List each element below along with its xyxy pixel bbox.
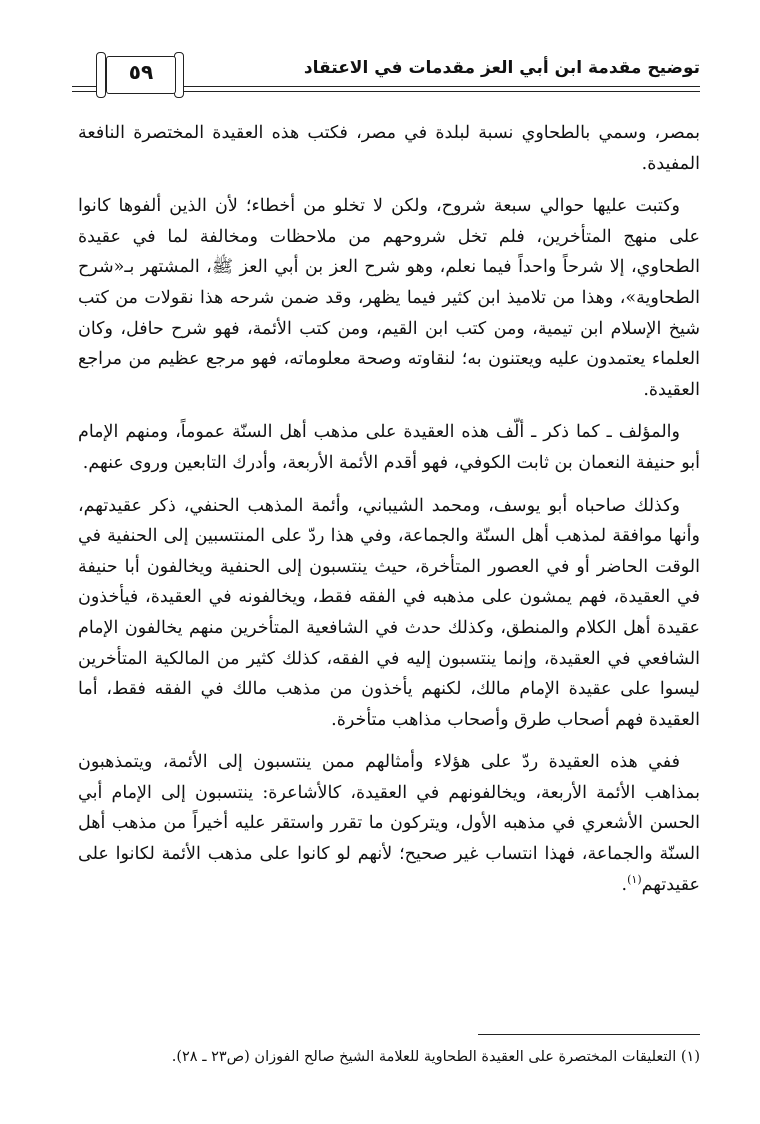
running-title: توضيح مقدمة ابن أبي العز مقدمات في الاعتقاد (294, 58, 700, 78)
paragraph: بمصر، وسمي بالطحاوي نسبة لبلدة في مصر، فكتب هذه العقيدة المختصرة النافعة المفيدة. (78, 123, 700, 174)
paragraph: وكذلك صاحباه أبو يوسف، ومحمد الشيباني، وأئمة المذهب الحنفي، ذكر عقيدتهم، وأنها موافقة لمذهب أهل السنّة والجماعة، وفي هذا ردّ على المنتسبين إلى الحنفية في الوقت الحاضر أو في العصور المتأخرة، حيث ينتسبون إلى الحنفية ويخالفون أبا حنيفة في العقيدة، فهم يمشون على مذهبه في الفقه فقط، ويخالفونه في العقيدة، فيأخذون عقيدة أهل الكلام والمنطق، وكذلك حدث في الشافعية المتأخرين منهم يخالفون الإمام الشافعي في العقيدة، وإنما ينتسبون إليه في الفقه، كذلك كثير من المالكية المتأخرين ليسوا على عقيدة الإمام مالك، لكنهم يأخذون من مذهب مالك في الفقه فقط، أما العقيدة فهم أصحاب طرق وأصحاب مذاهب متأخرة. (78, 495, 700, 730)
paragraph-text: ففي هذه العقيدة ردّ على هؤلاء وأمثالهم ممن ينتسبون إلى الأئمة، ويتمذهبون بمذاهب الأئمة الأربعة، ويخالفونهم في العقيدة، كالأشاعرة: ينتسبون إلى الإمام أبي الحسن الأشعري في مذهبه الأول، ويتركون ما تقرر واستقر عليه أخيراً من مذهب أهل السنّة والجماعة، فهذا انتساب غير صحيح؛ لأنهم لو كانوا على مذهب الأئمة لكانوا على عقيدتهم (78, 752, 700, 895)
paragraph: والمؤلف ـ كما ذكر ـ ألّف هذه العقيدة على مذهب أهل السنّة عموماً، ومنهم الإمام أبو حنيفة النعمان بن ثابت الكوفي، فهو أقدم الأئمة الأربعة، وأدرك التابعين وروى عنهم. (78, 422, 700, 473)
paragraph: وكتبت عليها حوالي سبعة شروح، ولكن لا تخلو من أخطاء؛ لأن الذين ألفوها كانوا على منهج المتأخرين، فلم تخل شروحهم من ملاحظات ومخالفة لما في عقيدة الطحاوي، إلا شرحاً واحداً فيما نعلم، وهو شرح العز بن أبي العز ﷺ، المشتهر بـ«شرح الطحاوية»، وهذا من تلاميذ ابن كثير فيما يظهر، وقد ضمن شرحه هذا نقولات من كتب شيخ الإسلام ابن تيمية، ومن كتب ابن القيم، ومن كتب الأئمة، فهو شرح حافل، وكان العلماء يعتمدون عليه ويعتنون به؛ لنقاوته وصحة معلوماته، فهو مرجع عظيم من مراجع العقيدة. (78, 196, 700, 400)
page-number-box (106, 56, 176, 94)
page-number-scroll (96, 56, 184, 96)
scroll-roll-left (96, 52, 106, 98)
paragraph-end: . (621, 874, 628, 895)
footnote-reference[interactable]: (١) (627, 872, 642, 886)
footnote: (١) التعليقات المختصرة على العقيدة الطحاوية للعلامة الشيخ صالح الفوزان (ص٢٣ ـ ٢٨). (171, 1049, 700, 1065)
footnote-separator (478, 1034, 700, 1035)
page-header (72, 52, 700, 102)
paragraph-with-footnote (78, 747, 700, 900)
body-text (78, 118, 700, 912)
page-number: ٥٩ (128, 60, 154, 84)
